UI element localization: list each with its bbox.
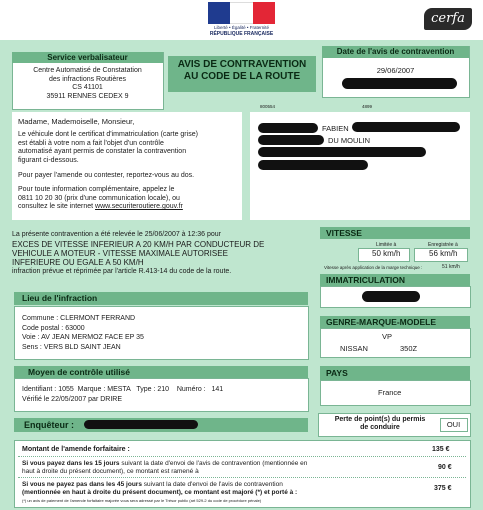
moyen-marque: MESTA [107,386,131,393]
marque-value: NISSAN [340,344,368,353]
redacted-enqueteur [84,420,198,429]
moyen-type: 210 [157,386,170,393]
letter-paragraph-2: Pour payer l'amende ou contester, reportez-vous au dos. [18,172,195,179]
minoree-value: 90 € [438,464,452,471]
modele-value: 350Z [400,344,418,353]
genre-value: VP [382,332,393,341]
pays-title: PAYS [320,366,470,380]
code-left: 800554 [260,104,276,109]
moyen-box [14,378,309,412]
service-address: Centre Automatisé de Constatation des infractions Routières CS 41101 35911 RENNES CEDEX 9 [33,67,142,100]
vitesse-limit-label: Limitée à [376,242,397,248]
vitesse-limit-value: 50 km/h [372,249,401,258]
enqueteur-title: Enquêteur : [14,418,308,432]
letter-paragraph-3: Pour toute information complémentaire, appelez le 0811 10 20 30 (prix d'une communication locale), ou consultez le site internet www.securiteroutiere.gouv.fr [18,186,183,210]
redacted-address-3 [258,160,368,170]
minoree-text-2: haut à droite du présent document), ce montant est ramené à [22,468,199,475]
website-link[interactable]: www.securiteroutiere.gouv.fr [95,203,183,210]
date-avis-value: 29/06/2007 [376,66,415,75]
cerfa-logo: cerfa [424,8,472,30]
republique-francaise-logo [208,2,275,38]
moyen-identifiant: 1055 [58,386,74,393]
vitesse-title: VITESSE [320,227,470,239]
vitesse-margin-value: 51 km/h [442,264,460,270]
redacted-reference [342,78,457,89]
date-avis-label: Date de l'avis de contravention [322,46,469,58]
moyen-numero: 141 [211,386,224,393]
redacted-plate [362,291,420,302]
lieu-sens: VERS BLD SAINT JEAN [43,343,121,351]
lieu-commune: CLERMONT FERRAND [60,315,136,322]
french-flag-icon [208,2,275,24]
salutation: Madame, Mademoiselle, Monsieur, [18,117,135,126]
points-label: Perte de point(s) du permis de conduire [334,416,426,431]
redacted-address [258,135,324,145]
infraction-description: EXCES DE VITESSE INFERIEUR A 20 KM/H PAR CONDUCTEUR DE VEHICULE A MOTEUR - VITESSE MAXIMALE AUTORISEE INFERIEURE OU EGALE A 50 KM/H [12,240,265,267]
majoree-value: 375 € [434,485,452,492]
divider-2 [18,477,466,478]
recipient-name: FABIEN [322,124,349,133]
moyen-details: Identifiant : 1055 Marque : MESTA Type : 210 Numéro : 141 [22,386,224,393]
forfaitaire-label: Montant de l'amende forfaitaire : [22,446,130,453]
lieu-voie: AV JEAN MERMOZ FACE EP 35 [41,334,144,341]
code-right: 4899 [362,104,373,109]
points-value: OUI [446,420,461,429]
infraction-intro: La présente contravention a été relevée le 25/06/2007 à 12:36 pour [12,231,221,238]
redacted-name-rest [352,122,460,132]
genre-title: GENRE-MARQUE-MODELE [320,316,470,328]
recipient-address-fragment: DU MOULIN [328,136,371,145]
header [0,0,483,40]
redacted-name [258,123,318,133]
lieu-code-postal: 63000 [65,324,85,332]
forfaitaire-value: 135 € [432,446,450,453]
minoree-text: Si vous payez dans les 15 jours suivant la date d'envoi de l'avis de contravention (mentionnée en [22,460,308,467]
letter-paragraph-1: Le véhicule dont le certificat d'immatriculation (carte grise) est établi à votre nom a fait l'objet d'un contrôle automatisé ayant permis de constater la contravention figurant ci-dessous. [18,131,198,164]
redacted-address-2 [258,147,426,157]
majoree-text: Si vous ne payez pas dans les 45 jours suivant la date d'envoi de l'avis de contravention [22,481,283,488]
vitesse-margin-label: Vitesse après application de la marge technique : [324,265,423,270]
lieu-title: Lieu de l'infraction [14,292,308,305]
document-title: AVIS DE CONTRAVENTION AU CODE DE LA ROUTE [168,56,316,92]
vitesse-recorded-label: Enregistrée à [428,242,458,248]
moyen-verification: Vérifié le 22/05/2007 par DRIRE [22,396,122,403]
logo-republique: RÉPUBLIQUE FRANÇAISE [209,31,274,37]
lieu-details: Commune : CLERMONT FERRAND Code postal : 63000 Voie : AV JEAN MERMOZ FACE EP 35 Sens : VERS BLD SAINT JEAN [22,315,144,351]
infraction-article: infraction prévue et réprimée par l'article R.413-14 du code de la route. [12,268,232,275]
genre-box [320,328,471,358]
divider [18,456,466,457]
moyen-title: Moyen de contrôle utilisé [14,366,308,378]
pays-value: France [378,388,402,397]
service-title: Service verbalisateur [12,52,163,63]
logo-motto: Liberté • Égalité • Fraternité [214,25,269,30]
vitesse-recorded-value: 56 km/h [429,249,458,258]
majoree-footnote: (*) un avis de paiement de l'amende forfaitaire majorée vous sera adressé par le Trésor public (art 529-2 du code de procédure pénale) [22,498,262,503]
immatriculation-title: IMMATRICULATION [320,274,470,286]
majoree-text-2: (mentionnée en haut à droite du présent document), ce montant est majoré (*) et porté à : [22,489,298,496]
